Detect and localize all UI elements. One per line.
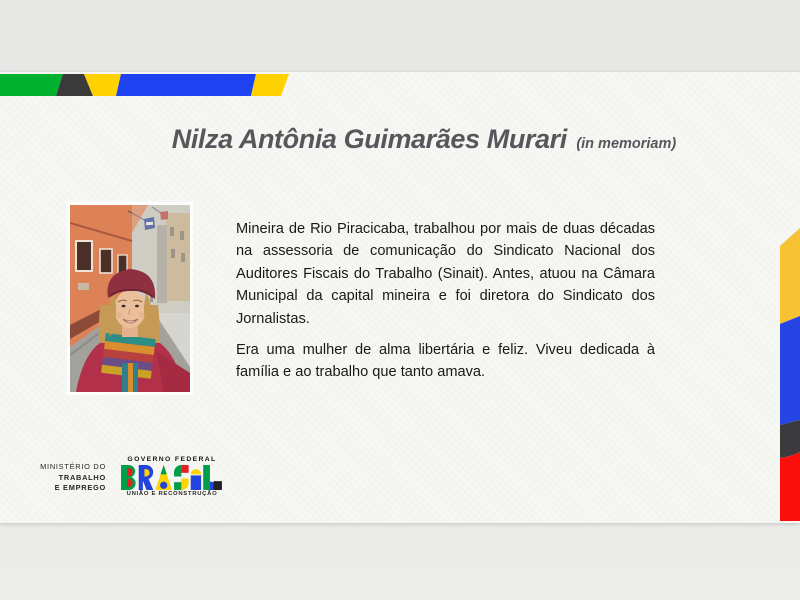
brasil-letter-b — [121, 465, 136, 490]
brand-stripe-top-left — [0, 74, 290, 96]
photo-window — [100, 249, 112, 273]
brasil-letter-r — [139, 465, 154, 490]
ministry-line-1: MINISTÉRIO DO — [40, 462, 106, 471]
portrait-photo-illustration — [70, 205, 190, 392]
brasil-logotype — [120, 465, 224, 490]
slide-footer — [0, 454, 300, 514]
ministry-line-3: E EMPREGO — [54, 483, 106, 493]
brand-shapes-right-edge — [780, 227, 800, 522]
brasil-letter-l — [203, 465, 222, 490]
edge-blue-shape — [780, 316, 800, 425]
stripe-green — [0, 74, 63, 96]
uniao-reconstrucao-label: UNIÃO E RECONSTRUÇÃO — [126, 491, 218, 497]
slide-title-in-memoriam: (in memoriam) — [576, 136, 677, 152]
portrait-photo — [70, 205, 190, 392]
governo-federal-logo — [116, 456, 228, 497]
edge-dark-shape — [780, 420, 800, 458]
ministry-line-2: TRABALHO — [58, 472, 106, 482]
edge-yellow-shape — [780, 228, 800, 324]
photo-plaque — [78, 283, 89, 290]
governo-federal-label: GOVERNO FEDERAL — [127, 456, 217, 463]
paragraph-tribute: Era uma mulher de alma libertária e feliz. Viveu dedicada à família e ao trabalho que tanto amava. — [236, 342, 655, 381]
stripe-blue — [116, 74, 256, 96]
slide — [0, 72, 800, 523]
brasil-letter-a — [155, 465, 172, 490]
slide-title — [24, 124, 800, 155]
brasil-letter-i — [191, 469, 201, 490]
slide-body-text — [236, 218, 655, 393]
stripe-yellow-right — [251, 74, 289, 96]
photo-window — [76, 241, 92, 271]
edge-red-shape — [780, 452, 800, 521]
slide-title-name: Nilza Antônia Guimarães Murari — [171, 124, 567, 154]
brasil-letter-s — [174, 465, 189, 490]
ministry-wordmark — [26, 462, 106, 494]
paragraph-bio: Mineira de Rio Piracicaba, trabalhou por mais de duas décadas na assessoria de comunicação do Sindicato Nacional dos Auditores Fiscais do Trabalho (Sinait). Antes, atuou na Câmara Municipal da capital mineira e foi diretora do Sindicato dos Jornalistas. — [236, 221, 655, 327]
